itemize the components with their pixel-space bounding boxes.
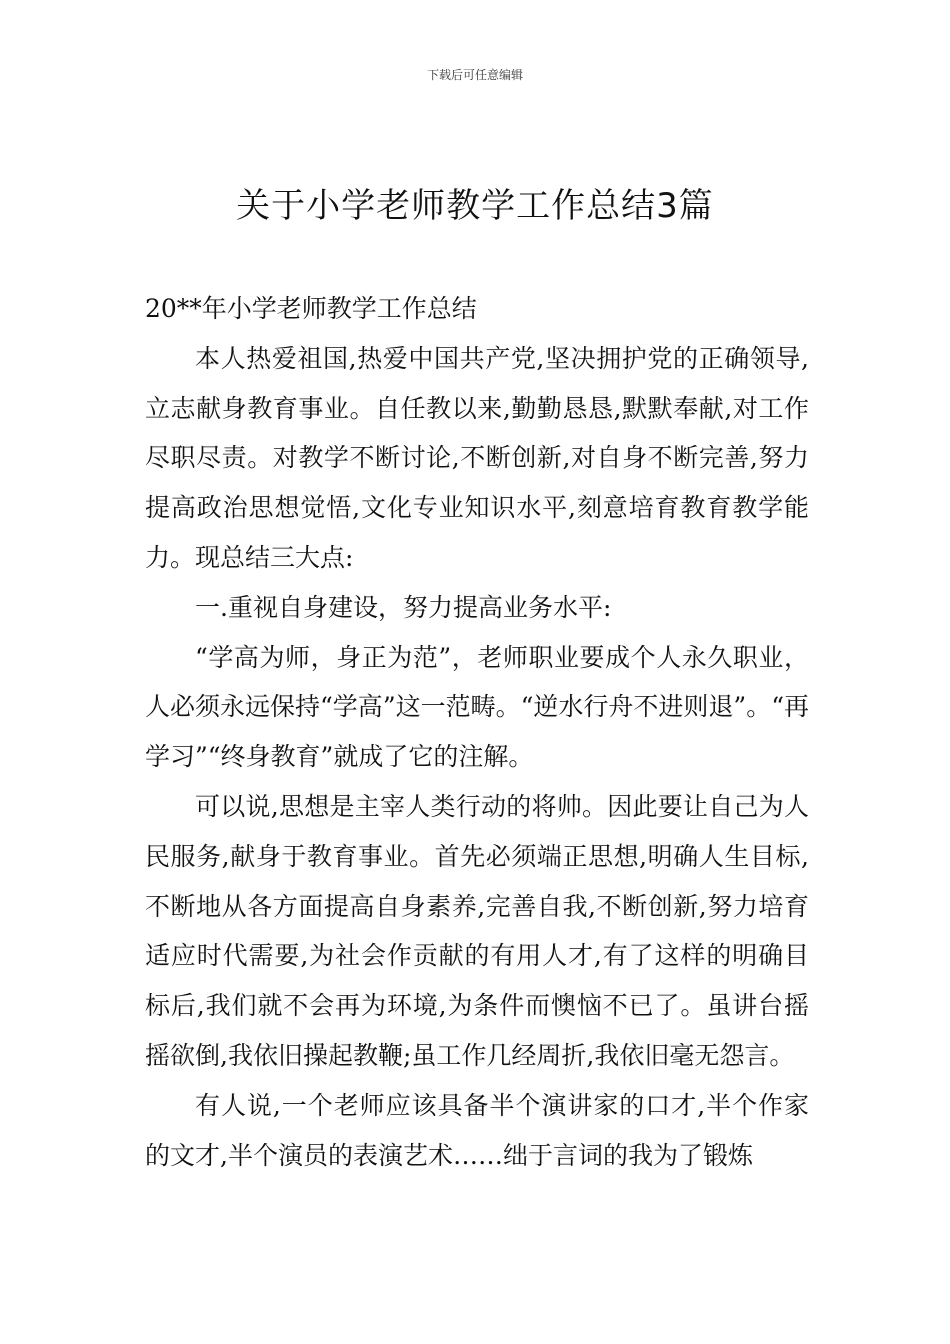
- paragraph: 一.重视自身建设，努力提高业务水平:: [195, 592, 612, 622]
- paragraph: 可以说,思想是主宰人类行动的将帅。因此要让自己为人民服务,献身于教育事业。首先必须端正思想,明确人生目标,不断地从各方面提高自身素养,完善自我,不断创新,努力培育适应时代需要,为社会作贡献的有用人才,有了这样的明确目标后,我们就不会再为环境,为条件而懊恼不已了。虽讲台摇摇欲倒,我依旧操起教鞭;虽工作几经周折,我依旧毫无怨言。: [145, 791, 809, 1070]
- document-body: [145, 284, 809, 1180]
- document-title: 关于小学老师教学工作总结3篇: [236, 186, 714, 226]
- paragraph: 有人说,一个老师应该具备半个演讲家的口才,半个作家的文才,半个演员的表演艺术……绌于言词的我为了锻炼: [145, 1090, 809, 1170]
- section-heading: 20**年小学老师教学工作总结: [145, 294, 477, 323]
- paragraph: 本人热爱祖国,热爱中国共产党,坚决拥护党的正确领导,立志献身教育事业。自任教以来,勤勤恳恳,默默奉献,对工作尽职尽责。对教学不断讨论,不断创新,对自身不断完善,努力提高政治思想觉悟,文化专业知识水平,刻意培育教育教学能力。现总结三大点:: [145, 343, 809, 572]
- header-note: 下载后可任意编辑: [426, 68, 523, 82]
- paragraph: “学高为师，身正为范”，老师职业要成个人永久职业，人必须永远保持“学高”这一范畴。“逆水行舟不进则退”。“再学习”“终身教育”就成了它的注解。: [145, 642, 809, 772]
